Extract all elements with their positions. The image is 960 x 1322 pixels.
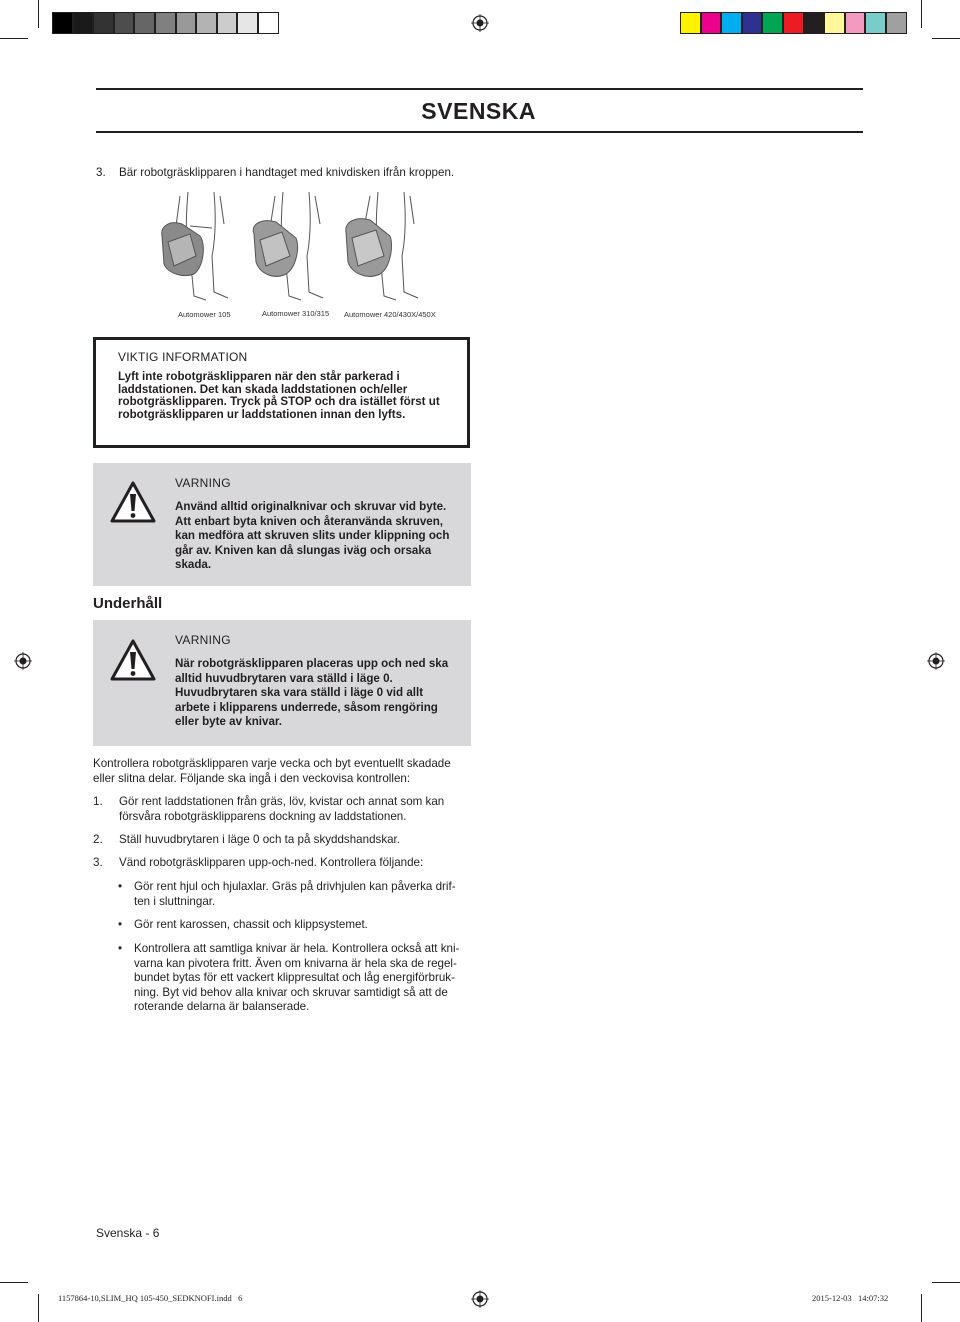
color-swatch bbox=[114, 12, 135, 34]
figure-caption: Automower 420/430X/450X bbox=[344, 310, 436, 319]
warning-triangle-icon bbox=[109, 480, 157, 524]
bullet-line: Gör rent karossen, chassit och klippsystemet. bbox=[134, 918, 368, 931]
bullet-line: Kontrollera att samtliga knivar är hela. Kontrollera också att kni- bbox=[134, 942, 460, 955]
color-swatch bbox=[721, 12, 742, 34]
important-line: Lyft inte robotgräsklipparen när den står parkerad i bbox=[118, 370, 400, 383]
bullet-text bbox=[134, 942, 494, 1015]
crop-mark bbox=[38, 0, 39, 28]
important-text bbox=[118, 371, 468, 421]
step-number: 3. bbox=[93, 856, 103, 869]
maintenance-intro bbox=[93, 757, 493, 786]
carrying-mower-illustration bbox=[150, 186, 440, 306]
registration-mark-icon bbox=[927, 652, 945, 670]
bullet-line: ten i sluttningar. bbox=[134, 894, 216, 908]
warning-title: VARNING bbox=[175, 633, 231, 647]
color-swatch bbox=[886, 12, 907, 34]
file-name: 1157864-10,SLIM_HQ 105-450_SEDKNOFI.indd 6 bbox=[58, 1293, 243, 1303]
color-swatch bbox=[134, 12, 155, 34]
crop-mark bbox=[921, 1294, 922, 1322]
step-number: 3. bbox=[96, 166, 106, 179]
crop-mark bbox=[921, 0, 922, 28]
warning-line: Att enbart byta kniven och återanvända skruven, bbox=[175, 514, 444, 528]
step-text: Bär robotgräsklipparen i handtaget med knivdisken ifrån kroppen. bbox=[119, 166, 455, 179]
step-number: 2. bbox=[93, 833, 103, 846]
color-swatch bbox=[865, 12, 886, 34]
header-rule-bottom bbox=[96, 131, 863, 133]
warning-line: alltid huvudbrytaren vara ställd i läge 0. bbox=[175, 671, 393, 685]
important-line: robotgräsklipparen ur laddstationen innan den lyfts. bbox=[118, 407, 406, 421]
intro-line: eller slitna delar. Följande ska ingå i den veckovisa kontrollen: bbox=[93, 771, 411, 785]
important-information-box bbox=[93, 337, 470, 448]
important-line: robotgräsklipparen. Tryck på STOP och dra istället först ut bbox=[118, 395, 440, 408]
bullet-icon: • bbox=[118, 918, 123, 931]
page-number: Svenska - 6 bbox=[96, 1226, 160, 1240]
warning-line: Använd alltid originalknivar och skruvar vid byte. bbox=[175, 500, 447, 513]
color-swatch bbox=[804, 12, 825, 34]
color-swatch bbox=[73, 12, 94, 34]
warning-text bbox=[175, 500, 465, 573]
warning-line: går av. Kniven kan då slungas iväg och orsaka bbox=[175, 543, 432, 557]
warning-line: Huvudbrytaren ska vara ställd i läge 0 vid allt bbox=[175, 686, 424, 700]
step-text bbox=[119, 795, 499, 824]
step-text bbox=[119, 856, 499, 871]
bullet-text bbox=[134, 918, 494, 933]
bullet-text bbox=[134, 880, 494, 909]
print-timestamp: 2015-12-03 14:07:32 bbox=[812, 1293, 889, 1303]
color-swatch bbox=[196, 12, 217, 34]
color-swatch bbox=[845, 12, 866, 34]
registration-mark-icon bbox=[471, 14, 489, 32]
color-swatch bbox=[52, 12, 73, 34]
color-swatch bbox=[824, 12, 845, 34]
color-swatch bbox=[783, 12, 804, 34]
bullet-line: bundet bytas för ett vackert klippresultat och låg energiförbruk- bbox=[134, 971, 455, 985]
color-swatch bbox=[237, 12, 258, 34]
warning-line: När robotgräsklipparen placeras upp och ned ska bbox=[175, 657, 449, 670]
warning-line: kan medföra att skruven slits under klippning och bbox=[175, 529, 450, 543]
crop-mark bbox=[932, 1282, 960, 1283]
color-swatch bbox=[155, 12, 176, 34]
important-title: VIKTIG INFORMATION bbox=[118, 350, 248, 364]
figure-caption: Automower 310/315 bbox=[262, 309, 330, 318]
step-text bbox=[119, 833, 499, 848]
warning-box bbox=[93, 620, 471, 746]
color-swatch bbox=[93, 12, 114, 34]
warning-box bbox=[93, 463, 471, 586]
bullet-line: Gör rent hjul och hjulaxlar. Gräs på drivhjulen kan påverka drif- bbox=[134, 880, 456, 893]
crop-mark bbox=[0, 1282, 28, 1283]
step-line: Gör rent laddstationen från gräs, löv, kvistar och annat som kan bbox=[119, 795, 445, 808]
intro-line: Kontrollera robotgräsklipparen varje vecka och byt eventuellt skadade bbox=[93, 757, 451, 770]
bullet-line: roterande delarna är balanserade. bbox=[134, 1000, 310, 1014]
bullet-icon: • bbox=[118, 880, 123, 893]
header-rule-top bbox=[96, 88, 863, 90]
registration-mark-icon bbox=[471, 1290, 489, 1308]
step-number: 1. bbox=[93, 795, 103, 808]
figure-caption: Automower 105 bbox=[178, 310, 231, 319]
color-swatch bbox=[701, 12, 722, 34]
color-swatch bbox=[762, 12, 783, 34]
warning-line: arbete i klipparens underrede, såsom rengöring bbox=[175, 700, 438, 714]
warning-text bbox=[175, 657, 465, 730]
color-swatch bbox=[742, 12, 763, 34]
step-line: försvåra robotgräsklipparens dockning av laddstationen. bbox=[119, 809, 407, 823]
crop-mark bbox=[38, 1294, 39, 1322]
warning-triangle-icon bbox=[109, 638, 157, 682]
step-line: Vänd robotgräsklipparen upp-och-ned. Kontrollera följande: bbox=[119, 856, 424, 869]
warning-line: eller byte av knivar. bbox=[175, 715, 282, 729]
section-heading: Underhåll bbox=[93, 595, 163, 612]
color-swatch bbox=[176, 12, 197, 34]
color-swatch bbox=[217, 12, 238, 34]
color-swatch bbox=[258, 12, 279, 34]
page-header-title: SVENSKA bbox=[421, 98, 536, 124]
important-line: laddstationen. Det kan skada laddstationen och/eller bbox=[118, 382, 408, 396]
color-swatch bbox=[680, 12, 701, 34]
step-line: Ställ huvudbrytaren i läge 0 och ta på skyddshandskar. bbox=[119, 833, 401, 846]
bullet-line: ning. Byt vid behov alla knivar och skruvar samtidigt så att de bbox=[134, 985, 448, 999]
warning-title: VARNING bbox=[175, 476, 231, 490]
bullet-icon: • bbox=[118, 942, 123, 955]
crop-mark bbox=[932, 38, 960, 39]
crop-mark bbox=[0, 38, 28, 39]
warning-line: skada. bbox=[175, 558, 212, 572]
registration-mark-icon bbox=[14, 652, 32, 670]
bullet-line: varna kan pivotera fritt. Även om knivarna är hela ska de regel- bbox=[134, 956, 457, 970]
